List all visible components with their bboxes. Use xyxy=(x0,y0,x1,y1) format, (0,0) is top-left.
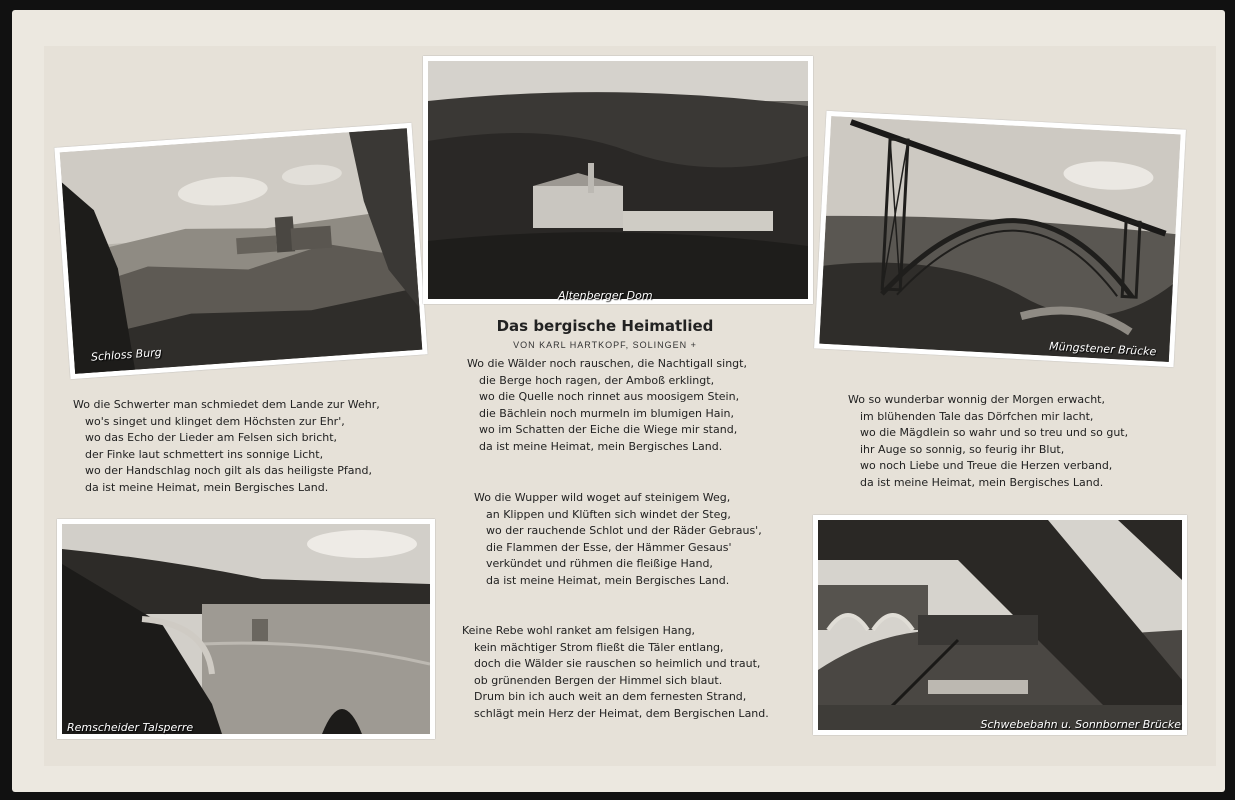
photo-muengstener-bruecke xyxy=(814,111,1186,368)
caption-schwebebahn: Schwebebahn u. Sonnborner Brücke xyxy=(980,718,1181,731)
stanza-line: die Berge hoch ragen, der Amboß erklingt, xyxy=(479,373,715,387)
stanza-5 xyxy=(462,623,769,723)
poem-title: Das bergische Heimatlied xyxy=(496,317,714,335)
stanza-line: ihr Auge so sonnig, so feurig ihr Blut, xyxy=(860,442,1065,456)
stanza-line: wo der rauchende Schlot und der Räder Gebraus', xyxy=(486,524,762,538)
stanza-line: Wo so wunderbar wonnig der Morgen erwacht, xyxy=(848,393,1105,406)
stanza-line: wo die Quelle noch rinnet aus moosigem Stein, xyxy=(479,390,740,404)
stanza-line: Wo die Wupper wild woget auf steinigem Weg, xyxy=(474,491,731,504)
stanza-line: wo das Echo der Lieder am Felsen sich bricht, xyxy=(85,431,338,445)
stanza-3 xyxy=(848,392,1128,492)
stanza-line: Drum bin ich auch weit an dem fernesten Strand, xyxy=(474,690,747,704)
stanza-line: verkündet und rühmen die fleißige Hand, xyxy=(486,557,713,571)
stanza-line: ob grünenden Bergen der Himmel sich blaut. xyxy=(474,673,723,687)
stanza-line: wo im Schatten der Eiche die Wiege mir stand, xyxy=(479,423,738,437)
stanza-line: an Klippen und Klüften sich windet der Steg, xyxy=(486,507,731,521)
stanza-line: wo noch Liebe und Treue die Herzen verband, xyxy=(860,459,1113,473)
stanza-line: die Flammen der Esse, der Hämmer Gesaus' xyxy=(486,540,732,554)
stanza-line: wo's singet und klinget dem Höchsten zur Ehr', xyxy=(85,414,345,428)
stanza-line: Wo die Schwerter man schmiedet dem Lande zur Wehr, xyxy=(73,398,380,411)
stanza-line: der Finke laut schmettert ins sonnige Licht, xyxy=(85,447,324,461)
poem-author: VON KARL HARTKOPF, SOLINGEN + xyxy=(513,340,697,350)
caption-remscheider-talsperre: Remscheider Talsperre xyxy=(67,721,194,734)
photo-schloss-burg xyxy=(54,123,427,379)
stanza-1 xyxy=(467,356,747,456)
photo-schwebebahn xyxy=(813,515,1187,735)
stanza-line: da ist meine Heimat, mein Bergisches Land. xyxy=(479,439,723,453)
stanza-line: schlägt mein Herz der Heimat, dem Bergischen Land. xyxy=(474,706,769,720)
photo-altenberger-dom xyxy=(423,56,813,304)
caption-altenberger-dom: Altenberger Dom xyxy=(558,289,653,302)
stanza-line: da ist meine Heimat, mein Bergisches Land. xyxy=(85,480,329,494)
stanza-line: die Bächlein noch murmeln im blumigen Hain, xyxy=(479,406,735,420)
caption-schloss-burg: Schloss Burg xyxy=(90,345,163,364)
stanza-line: wo die Mägdlein so wahr und so treu und so gut, xyxy=(860,426,1129,440)
stanza-line: kein mächtiger Strom fließt die Täler entlang, xyxy=(474,640,724,654)
stanza-line: da ist meine Heimat, mein Bergisches Land. xyxy=(860,475,1104,489)
stanza-line: im blühenden Tale das Dörfchen mir lacht, xyxy=(860,409,1094,423)
stanza-line: doch die Wälder sie rauschen so heimlich und traut, xyxy=(474,657,761,671)
caption-muengstener-bruecke: Müngstener Brücke xyxy=(1048,339,1157,359)
stanza-line: Wo die Wälder noch rauschen, die Nachtigall singt, xyxy=(467,357,747,370)
photo-remscheider-talsperre xyxy=(57,519,435,739)
stanza-2 xyxy=(73,397,380,497)
stanza-4 xyxy=(474,490,762,590)
stanza-line: wo der Handschlag noch gilt als das heiligste Pfand, xyxy=(85,464,372,478)
stanza-line: Keine Rebe wohl ranket am felsigen Hang, xyxy=(462,624,696,637)
stanza-line: da ist meine Heimat, mein Bergisches Land. xyxy=(486,573,730,587)
